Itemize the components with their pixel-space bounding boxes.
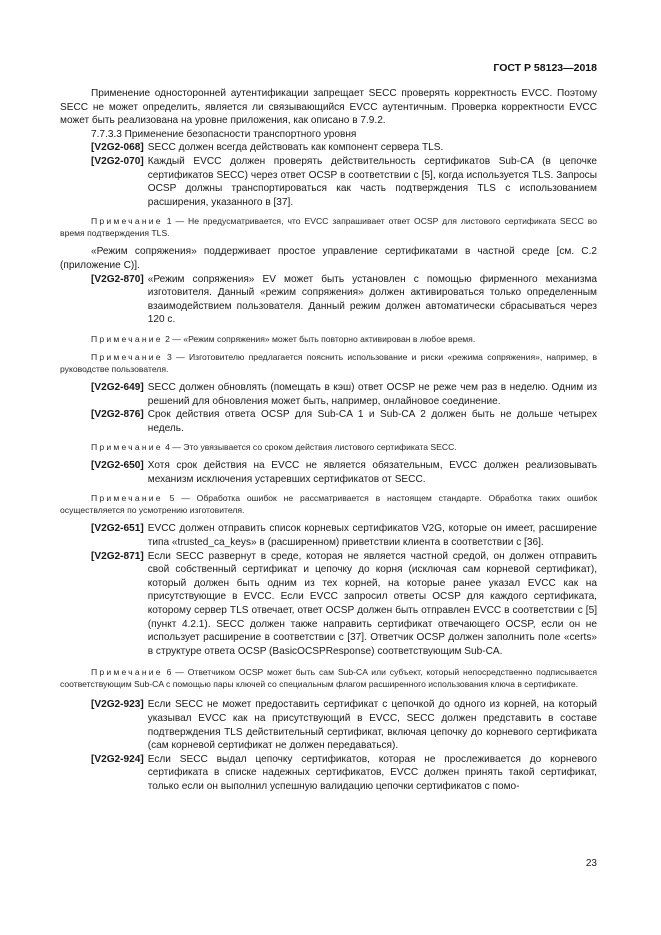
requirement-text: SECC должен всегда действовать как компонент сервера TLS. xyxy=(147,142,444,154)
requirement-923 xyxy=(60,698,597,752)
document-body xyxy=(60,87,597,794)
note-5 xyxy=(60,492,597,516)
note-1 xyxy=(60,215,597,239)
requirement-068 xyxy=(60,141,597,155)
requirement-070 xyxy=(60,155,597,209)
requirement-code: [V2G2-870] xyxy=(91,273,144,285)
note-text: 4 — Это увязывается со сроком действия листового сертификата SECC. xyxy=(165,442,457,453)
requirement-text: Срок действия ответа OCSP для Sub-CA 1 и Sub-CA 2 должен быть не дольше четырех недель. xyxy=(147,409,597,434)
requirement-650 xyxy=(60,459,597,486)
requirement-text: Если SECC не может предоставить сертификат с цепочкой до одного из корней, на который указывал EVCC как на присутствующий в EVCC, SECC должен представить в составе подтверждения TLS действительный сертификат, включая цепочку до корневого сертификата (сам корневой сертификат не должен передаваться). xyxy=(147,699,597,752)
requirement-text: EVCC должен отправить список корневых сертификатов V2G, которые он имеет, расширение типа «trusted_ca_keys» в (расширенном) приветствии клиента в соответствии с [36]. xyxy=(147,523,597,549)
note-text: 3 — Изготовителю предлагается пояснить использование и риски «режима сопряжения», например, в руководстве пользователя. xyxy=(60,351,598,374)
note-label: Примечание xyxy=(91,442,163,453)
requirement-text: SECC должен обновлять (помещать в кэш) ответ OCSP не реже чем раз в неделю. Одним из решений для обновления может быть, например, онлайновое соединение. xyxy=(147,381,597,407)
requirement-text: Хотя срок действия на EVCC не является обязательным, EVCC должен реализовывать механизм исключения устаревших сертификатов от SECC. xyxy=(147,460,597,485)
requirement-871 xyxy=(60,550,597,659)
paragraph-pairing: «Режим сопряжения» поддерживает простое управление сертификатами в частной среде [см. C.2 (приложение C)]. xyxy=(60,246,597,271)
requirement-924 xyxy=(60,753,597,794)
note-label: Примечание xyxy=(91,216,163,227)
requirement-text: «Режим сопряжения» EV может быть установлен с помощью фирменного механизма изготовителя. Данный «режим сопряжения» должен активироваться только определенным взаимодействием пользователя. Данный режим должен автоматически сбрасываться через 120 с. xyxy=(147,273,597,326)
requirement-text: Каждый EVCC должен проверять действительность сертификатов Sub-CA (в цепочке сертификатов SECC) через ответ OCSP в соответствии с [5], когда используется TLS. Запросы OCSP должны транспортироваться как часть подтверждения TLS с использованием расширения, указанного в [37]. xyxy=(147,155,597,208)
requirement-code: [V2G2-070] xyxy=(91,155,144,167)
page-number: 23 xyxy=(585,858,597,869)
note-label: Примечание xyxy=(91,351,163,362)
requirement-876 xyxy=(60,408,597,435)
note-label: Примечание xyxy=(91,667,163,678)
note-text: 5 — Обработка ошибок не рассматривается в настоящем стандарте. Обработка таких ошибок осуществляется по усмотрению изготовителя. xyxy=(60,493,597,516)
requirement-code: [V2G2-923] xyxy=(91,699,144,711)
requirement-code: [V2G2-876] xyxy=(91,409,144,421)
note-2 xyxy=(60,333,597,345)
note-label: Примечание xyxy=(91,493,163,504)
note-text: 6 — Ответчиком OCSP может быть сам Sub-CA или субъект, который непосредственно подписывается соответствующим Sub-CA с помощью пары ключей со специальным флагом расширенного использования ключа в сертификате. xyxy=(60,667,598,690)
note-text: 1 — Не предусматривается, что EVCC запрашивает ответ OCSP для листового сертификата SECC во время подтверждения TLS. xyxy=(60,216,598,239)
note-label: Примечание xyxy=(91,333,163,344)
requirement-text: Если SECC развернут в среде, которая не является частной средой, он должен отправить свой собственный сертификат и цепочку до корня (исключая сам корневой сертификат), который должен быть одним из тех корней, на которые ранее указал EVCC как на присутствующие в EVCC. Если EVCC запросил ответы OCSP для каждого сертификата, которому сервер TLS отвечает, ответ OCSP должен быть отправлен EVCC в соответствии с [5] (пункт 4.2.1). SECC должен также направить сертификат отвечающего OCSP, если он не использует расширение в соответствии с [37]. Ответчик OCSP должен заполнить поле «certs» в структуре ответа OCSP (BasicOCSPResponse) соответствующим Sub-CA. xyxy=(147,550,597,657)
note-text: 2 — «Режим сопряжения» может быть повторно активирован в любое время. xyxy=(165,333,476,344)
requirement-code: [V2G2-649] xyxy=(91,381,144,393)
section-heading: 7.7.3.3 Применение безопасности транспортного уровня xyxy=(91,128,357,140)
requirement-code: [V2G2-650] xyxy=(91,460,144,472)
requirement-code: [V2G2-924] xyxy=(91,753,144,765)
requirement-870 xyxy=(60,273,597,327)
note-3 xyxy=(60,351,597,375)
requirement-651 xyxy=(60,522,597,549)
requirement-code: [V2G2-871] xyxy=(91,550,144,562)
requirement-code: [V2G2-068] xyxy=(91,142,144,154)
paragraph-auth: Применение односторонней аутентификации запрещает SECC проверять корректность EVCC. Поэтому SECC не может определить, является ли связывающийся EVCC аутентичным. Проверка корректности EVCC может быть реализована на уровне приложения, как описано в 7.9.2. xyxy=(60,88,597,127)
requirement-649 xyxy=(60,381,597,408)
note-6 xyxy=(60,666,597,690)
standard-header: ГОСТ Р 58123—2018 xyxy=(493,62,597,74)
note-4 xyxy=(60,441,597,453)
requirement-text: Если SECC выдал цепочку сертификатов, которая не прослеживается до корневого сертификата в списке надежных сертификатов, EVCC должен принять такой сертификат, только если он выполнил успешную валидацию цепочки сертификатов с помо- xyxy=(147,753,597,792)
requirement-code: [V2G2-651] xyxy=(91,523,144,535)
